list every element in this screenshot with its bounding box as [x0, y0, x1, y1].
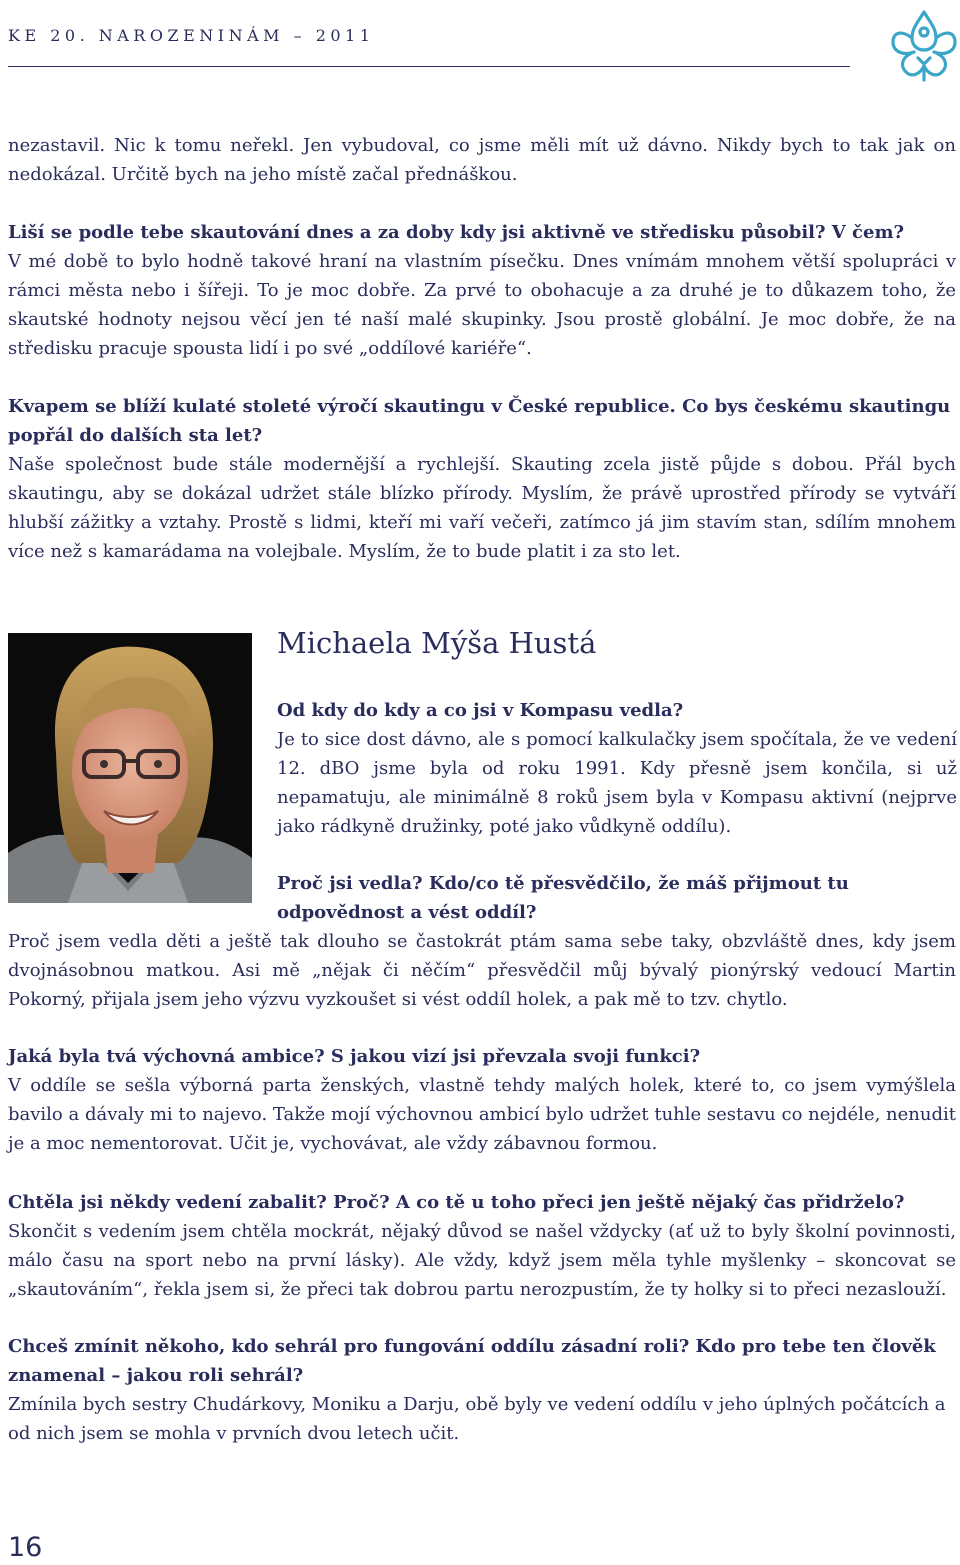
person-name: Michaela Mýša Hustá — [277, 626, 597, 660]
header-divider — [8, 66, 850, 67]
question: Od kdy do kdy a co jsi v Kompasu vedla? — [277, 700, 684, 721]
question: Proč jsi vedla? Kdo/co tě přesvědčilo, že máš přijmout tu odpovědnost a vést oddíl? — [277, 873, 849, 923]
question: Liší se podle tebe skautování dnes a za doby kdy jsi aktivně ve středisku působil? V čem? — [8, 222, 905, 243]
question: Kvapem se blíží kulaté stoleté výročí skautingu v České republice. Co bys českému skautingu popřál do dalších sta let? — [8, 396, 951, 446]
portrait-photo — [8, 633, 252, 903]
qa-first-2 — [8, 392, 956, 566]
qa-second-2-answer-block — [8, 927, 956, 1014]
answer: Proč jsem vedla děti a ještě tak dlouho se častokrát ptám sama sebe taky, obzvláště dnes, kdy jsem dvojnásobnou matkou. Asi mě „nějak či něčím“ přesvědčil můj bývalý pionýrský vedoucí Martin Pokorný, přijala jsem jeho výzvu vyzkoušet si vést oddíl holek, a pak mě to tzv. chytlo. — [8, 931, 956, 1010]
scout-lily-icon — [888, 8, 960, 84]
qa-second-5 — [8, 1332, 956, 1448]
portrait-illustration — [8, 633, 252, 903]
answer: V oddíle se sešla výborná parta ženských, vlastně tehdy malých holek, které to, co jsem vymýšlela bavilo a dávaly mi to najevo. Takže mojí výchovnou ambicí bylo udržet tuhle sestavu co nejdéle, nenudit je a moc nementorovat. Učit je, vychovávat, ale vždy zábavnou formou. — [8, 1075, 956, 1154]
qa-second-3 — [8, 1042, 956, 1158]
question: Jaká byla tvá výchovná ambice? S jakou vizí jsi převzala svoji funkci? — [8, 1046, 701, 1067]
question: Chceš zmínit někoho, kdo sehrál pro fungování oddílu zásadní roli? Kdo pro tebe ten člověk znamenal – jakou roli sehrál? — [8, 1336, 936, 1386]
running-header: KE 20. NAROZENINÁM – 2011 — [8, 26, 375, 45]
page-number: 16 — [8, 1532, 43, 1563]
qa-first-1 — [8, 218, 956, 363]
question: Chtěla jsi někdy vedení zabalit? Proč? A co tě u toho přeci jen ještě nějaký čas přidrželo? — [8, 1192, 905, 1213]
qa-second-2-question-block — [277, 869, 957, 927]
qa-second-1 — [277, 696, 957, 841]
answer: Skončit s vedením jsem chtěla mockrát, nějaký důvod se našel vždycky (ať už to byly školní povinnosti, málo času na sport nebo na první lásky). Ale vždy, když jsem měla tyhle myšlenky – skoncovat se „skautováním“, řekla jsem si, že přeci tak dobrou partu nerozpustím, že ty holky si to přeci nezaslouží. — [8, 1221, 956, 1300]
intro-paragraph — [8, 131, 956, 189]
answer: Naše společnost bude stále modernější a rychlejší. Skauting zcela jistě půjde s dobou. Přál bych skautingu, aby se dokázal udržet stále blízko přírody. Myslím, že právě uprostřed přírody se vytváří hlubší zážitky a vztahy. Prostě s lidmi, kteří mi vaří večeři, zatímco já jim stavím stan, sdílím mnohem více než s kamarádama na volejbale. Myslím, že to bude platit i za sto let. — [8, 454, 956, 562]
answer: Je to sice dost dávno, ale s pomocí kalkulačky jsem spočítala, že ve vedení 12. dBO jsme byla od roku 1991. Kdy přesně jsem končila, si už nepamatuju, ale minimálně 8 roků jsem byla v Kompasu aktivní (nejprve jako rádkyně družinky, poté jako vůdkyně oddílu). — [277, 729, 957, 837]
answer: Zmínila bych sestry Chudárkovy, Moniku a Darju, obě byly ve vedení oddílu v jeho úplných počátcích a od nich jsem se mohla v prvních dvou letech učit. — [8, 1394, 946, 1444]
qa-second-4 — [8, 1188, 956, 1304]
intro-text: nezastavil. Nic k tomu neřekl. Jen vybudoval, co jsme měli mít už dávno. Nikdy bych to tak jak on nedokázal. Určitě bych na jeho místě začal přednáškou. — [8, 135, 956, 185]
answer: V mé době to bylo hodně takové hraní na vlastním písečku. Dnes vnímám mnohem větší spolupráci v rámci města nebo i šířeji. To je moc dobře. Za prvé to obohacuje a za druhé je to důkazem toho, že skautské hodnoty nejsou věcí jen té naší malé skupinky. Jsou prostě globální. Je moc dobře, že na středisku pracuje spousta lidí i po své „oddílové kariéře“. — [8, 251, 956, 359]
